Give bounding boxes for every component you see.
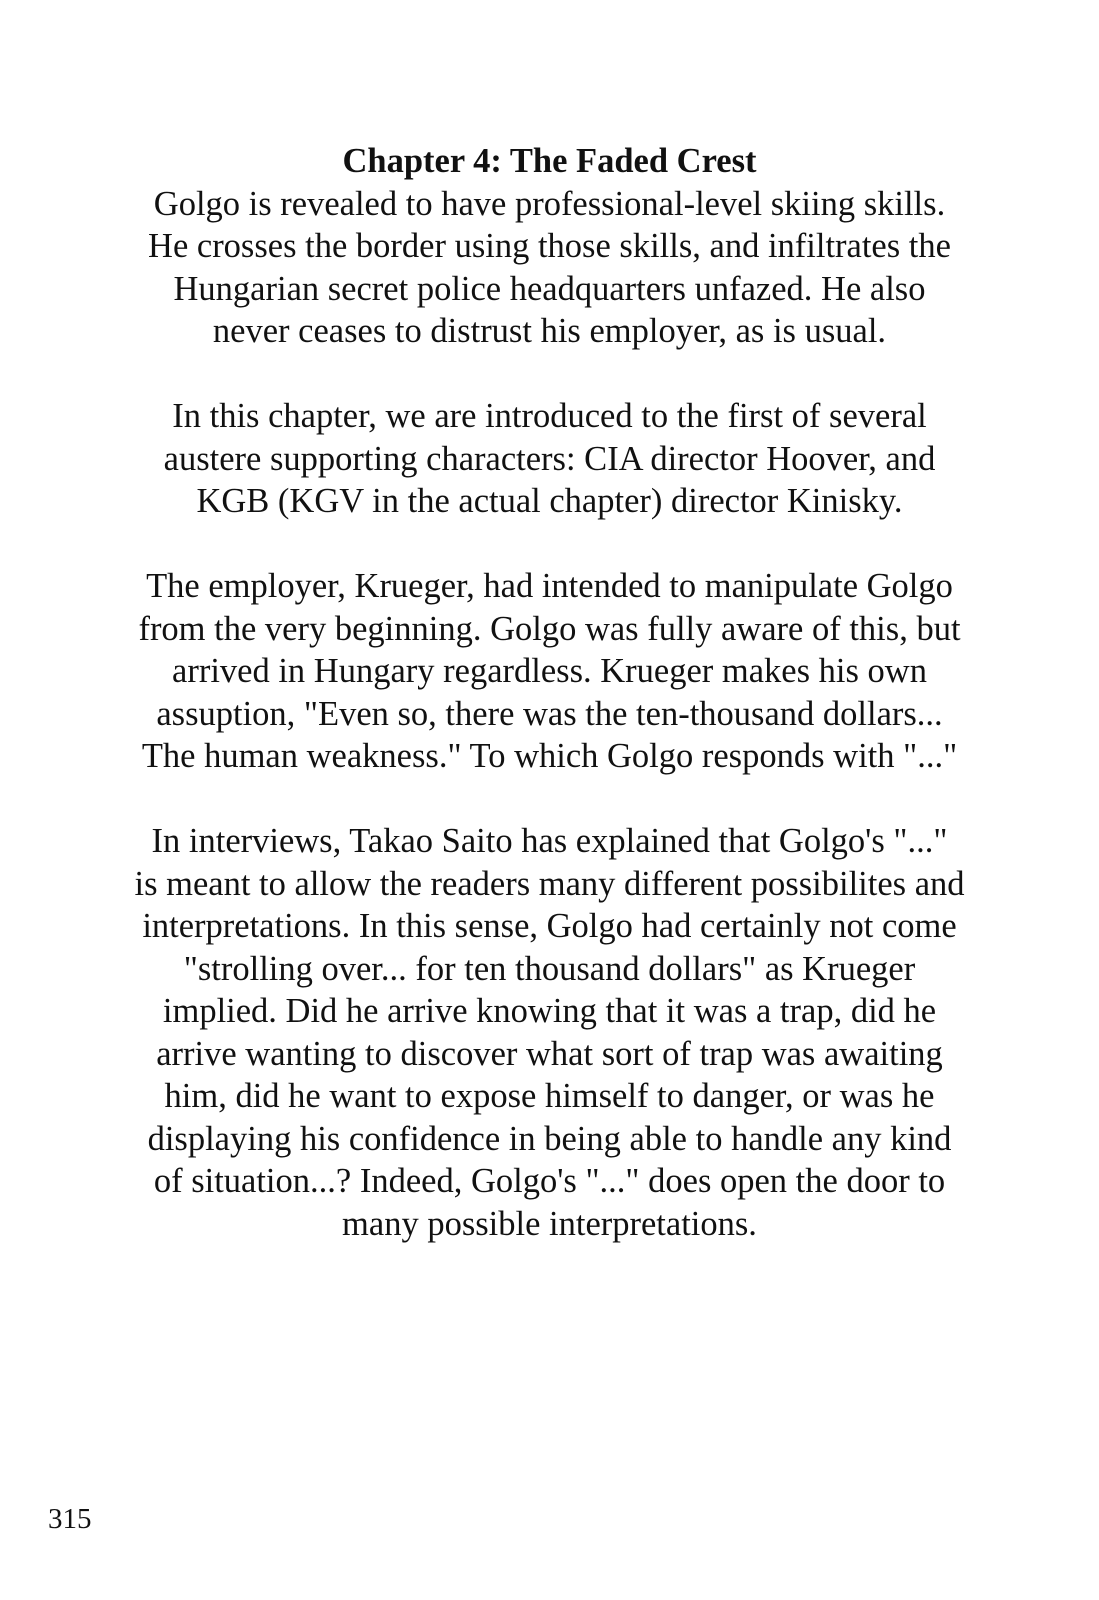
text-line: many possible interpretations. [342,1204,757,1243]
text-line: "strolling over... for ten thousand dollars" as Krueger [183,949,916,988]
text-line: He crosses the border using those skills, and infiltrates the [148,227,951,265]
text-line: him, did he want to expose himself to danger, or was he [164,1077,935,1115]
text-line: arrive wanting to discover what sort of trap was awaiting [156,1034,943,1073]
paragraph-4 [40,820,1059,1245]
text-line: KGB (KGV in the actual chapter) director Kinisky. [196,482,903,520]
text-line: interpretations. In this sense, Golgo had certainly not come [142,907,957,945]
text-line: Hungarian secret police headquarters unfazed. He also [173,269,926,308]
paragraph-gap [40,778,1059,821]
page-number: 315 [48,1503,92,1535]
text-line: In this chapter, we are introduced to the first of several [172,397,927,435]
text-line: never ceases to distrust his employer, as is usual. [212,312,887,350]
text-line: implied. Did he arrive knowing that it was a trap, did he [162,992,937,1030]
text-line: of situation...? Indeed, Golgo's "..." does open the door to [153,1162,946,1200]
text-line: assuption, "Even so, there was the ten-thousand dollars... [156,694,943,733]
paragraph-3 [40,565,1059,778]
paragraph-gap [40,523,1059,566]
paragraph-1 [40,140,1059,353]
text-line: displaying his confidence in being able to handle any kind [147,1119,952,1158]
text-line: Golgo is revealed to have professional-level skiing skills. [153,184,946,223]
text-line: is meant to allow the readers many different possibilites and [134,864,965,903]
text-line: from the very beginning. Golgo was fully aware of this, but [138,609,961,648]
chapter-title: Chapter 4: The Faded Crest [342,142,757,180]
text-line: arrived in Hungary regardless. Krueger makes his own [172,652,927,690]
paragraph-gap [40,353,1059,396]
page-body [40,140,1059,1245]
text-line: In interviews, Takao Saito has explained that Golgo's "..." [151,822,948,860]
text-line: The human weakness." To which Golgo responds with "..." [141,737,958,775]
text-line: The employer, Krueger, had intended to manipulate Golgo [146,567,953,605]
paragraph-2 [40,395,1059,523]
text-line: austere supporting characters: CIA director Hoover, and [163,439,936,478]
